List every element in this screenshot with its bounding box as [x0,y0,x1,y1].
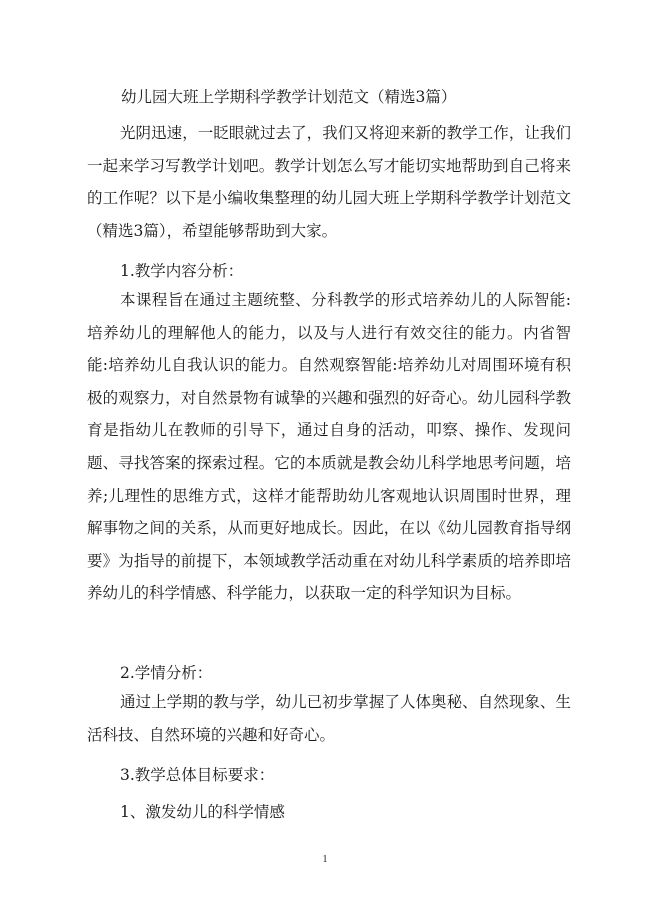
content-analysis-paragraph: 本课程旨在通过主题统整、分科教学的形式培养幼儿的人际智能:培养幼儿的理解他人的能力，以及与人进行有效交往的能力。内省智能:培养幼儿自我认识的能力。自然观察智能:培养幼儿对周围环境有积极的观察力，对自然景物有诚挚的兴趣和强烈的好奇心。幼儿园科学教育是指幼儿在教师的引导下，通过自身的活动，叩察、操作、发现问题、寻找答案的探索过程。它的本质就是教会幼儿科学地思考问题，培养;儿理性的思维方式，这样才能帮助幼儿客观地认识周围时世界，理解事物之间的关系，从而更好地成长。因此，在以《幼儿园教育指导纲要》为指导的前提下，本领域教学活动重在对幼儿科学素质的培养即培养幼儿的科学情感、科学能力，以获取一定的科学知识为目标。 [87,291,571,603]
page-number: 1 [322,854,328,865]
learning-analysis-paragraph: 通过上学期的教与学，幼儿已初步掌握了人体奥秘、自然现象、生活科技、自然环境的兴趣和好奇心。 [87,693,571,744]
section-heading-content-analysis: 1.教学内容分析： [120,262,244,280]
document-title: 幼儿园大班上学期科学教学计划范文（精选3篇） [121,88,457,106]
subsection-heading-science-emotion: 1、激发幼儿的科学情感 [120,803,285,821]
section-heading-overall-goals: 3.教学总体目标要求： [120,766,275,784]
intro-paragraph: 光阴迅速，一眨眼就过去了，我们又将迎来新的教学工作，让我们一起来学习写教学计划吧。教学计划怎么写才能切实地帮助到自己将来的工作呢？以下是小编收集整理的幼儿园大班上学期科学教学计划范文（精选3篇），希望能够帮助到大家。 [87,124,571,240]
section-heading-learning-analysis: 2.学情分析： [120,664,213,682]
